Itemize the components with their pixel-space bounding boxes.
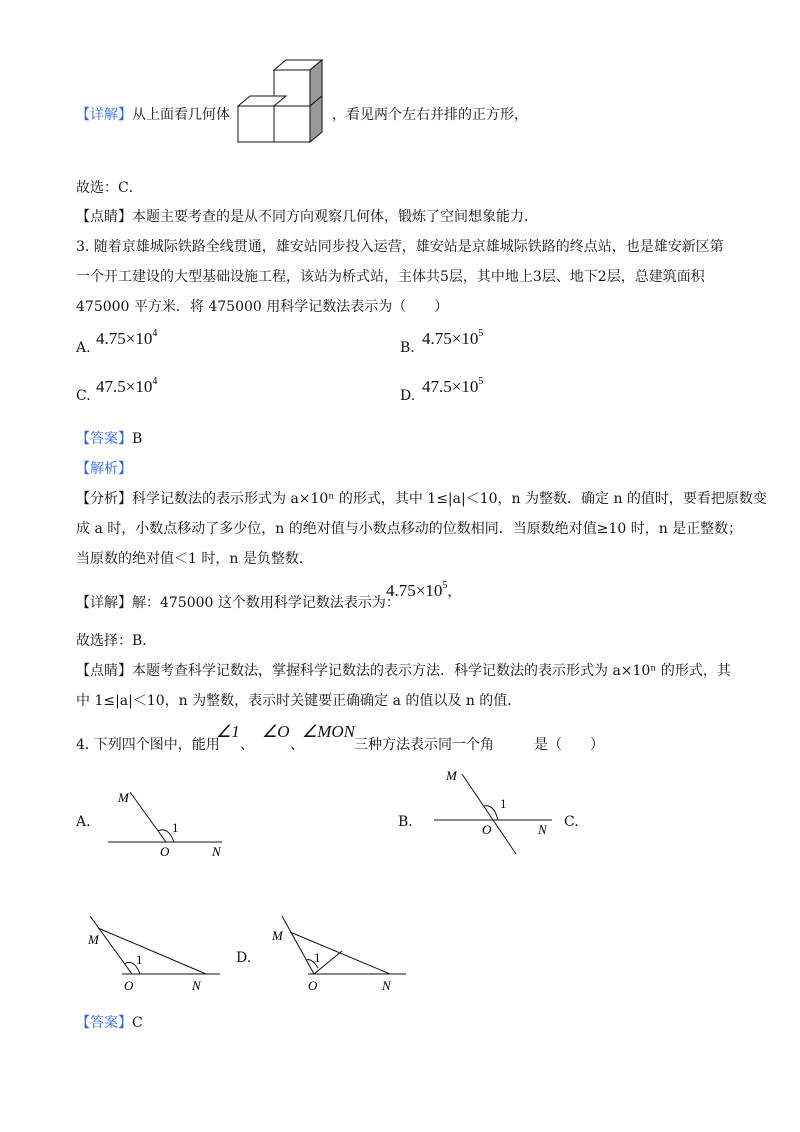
dianjing-text-2a: 本题考查科学记数法，掌握科学记数法的表示方法．科学记数法的表示形式为 a×10ⁿ 的形式，其 — [132, 663, 731, 679]
option-c-value: $47.5\times 10^4$ — [96, 376, 158, 396]
figure-b-n: N — [538, 822, 547, 837]
solution-value: $4.75\times 10^5$， — [386, 580, 462, 600]
xiangjie-solution-text: 解：475000 这个数用科学记数法表示为： — [132, 595, 400, 611]
fenxi-line-1 — [76, 488, 767, 508]
figure-d-o: O — [308, 978, 318, 993]
conclusion-c: 故选：C． — [76, 180, 143, 196]
figure-a-label: A. — [76, 814, 91, 830]
figure-a-m: M — [118, 790, 129, 805]
figure-c-label: C. — [564, 814, 579, 830]
xiangjie-text-1: 从上面看几何体 — [132, 107, 230, 123]
fenxi-line-2: 成 a 时，小数点移动了多少位，n 的绝对值与小数点移动的位数相同．当原数绝对值≥10 时，n 是正整数； — [76, 521, 743, 537]
figure-a-n: N — [212, 844, 221, 859]
figure-b-m: M — [446, 768, 457, 783]
figure-b-angle: 1 — [500, 796, 507, 811]
tag-dianjing-2: 【点睛】 — [76, 663, 132, 679]
option-c-label: C. — [76, 388, 91, 404]
figure-c-n: N — [192, 978, 201, 993]
option-b-value: $4.75\times 10^5$ — [422, 328, 484, 348]
figure-c-m: M — [88, 932, 99, 947]
q3-answer — [76, 428, 142, 448]
tag-jiexi: 【解析】 — [76, 461, 132, 477]
figure-a-o: O — [160, 844, 170, 859]
tag-xiangjie: 【详解】 — [76, 107, 132, 123]
figure-c — [80, 910, 230, 994]
figure-a-angle: 1 — [172, 820, 179, 835]
fenxi-text-1: 科学记数法的表示形式为 a×10ⁿ 的形式，其中 1≤|a|＜10，n 为整数．确定 n 的值时，要看把原数变 — [132, 491, 767, 507]
figure-d-m: M — [272, 928, 283, 943]
tag-xiangjie-2: 【详解】 — [76, 595, 132, 611]
cube-solid-figure — [234, 58, 326, 150]
xiangjie-text-2: ，看见两个左右并排的正方形， — [332, 107, 528, 123]
figure-d-angle: 1 — [314, 950, 321, 965]
option-b-label: B. — [400, 340, 415, 356]
q3-line-3: 475000 平方米．将 475000 用科学记数法表示为（ ） — [76, 299, 449, 315]
angle-1-notation: ∠1 — [216, 722, 240, 741]
fenxi-line-3: 当原数的绝对值＜1 时，n 是负整数． — [76, 551, 313, 567]
figure-a — [100, 780, 240, 860]
q3-line-1: 3. 随着京雄城际铁路全线贯通，雄安站同步投入运营，雄安站是京雄城际铁路的终点站，也是雄安新区第 — [76, 239, 724, 255]
angle-o-notation: ∠O — [262, 722, 290, 741]
option-a-label: A. — [76, 340, 91, 356]
xiangjie-line — [76, 104, 230, 124]
tag-answer: 【答案】 — [76, 431, 132, 447]
figure-b — [428, 764, 568, 860]
q4-stem-b: 三种方法表示同一个角 — [354, 737, 494, 753]
answer-value-q4: C — [132, 1015, 143, 1031]
q4-answer — [76, 1012, 143, 1032]
figure-c-o: O — [124, 978, 134, 993]
answer-value: B — [132, 431, 143, 447]
option-d-label: D. — [400, 388, 416, 404]
xiangjie-solution — [76, 592, 400, 612]
tag-dianjing: 【点睛】 — [76, 209, 132, 225]
figure-d-label: D. — [236, 950, 252, 966]
dianjing-line-2b: 中 1≤|a|＜10，n 为整数，表示时关键要正确确定 a 的值以及 n 的值． — [76, 693, 522, 709]
figure-d-n: N — [382, 978, 391, 993]
dianjing-line-2a — [76, 660, 731, 680]
tag-fenxi: 【分析】 — [76, 491, 132, 507]
dianjing-line-1 — [76, 206, 538, 226]
sep-2: 、 — [290, 737, 304, 753]
figure-d — [266, 910, 416, 994]
dianjing-text: 本题主要考查的是从不同方向观察几何体，锻炼了空间想象能力． — [132, 209, 538, 225]
conclusion-b: 故选择：B． — [76, 633, 157, 649]
angle-mon-notation: ∠MON — [302, 722, 356, 741]
option-d-value: $47.5\times 10^5$ — [422, 376, 484, 396]
figure-c-angle: 1 — [136, 952, 143, 967]
option-a-value: $4.75\times 10^4$ — [96, 328, 158, 348]
q4-stem-a: 4. 下列四个图中，能用 — [76, 737, 220, 753]
figure-b-label: B. — [398, 814, 413, 830]
q3-line-2: 一个开工建设的大型基础设施工程，该站为桥式站，主体共5层，其中地上3层、地下2层，总建筑面积 — [76, 269, 705, 285]
q4-stem-c: 是（ ） — [534, 737, 604, 753]
figure-b-o: O — [482, 822, 492, 837]
tag-answer-q4: 【答案】 — [76, 1015, 132, 1031]
sep-1: 、 — [240, 737, 254, 753]
